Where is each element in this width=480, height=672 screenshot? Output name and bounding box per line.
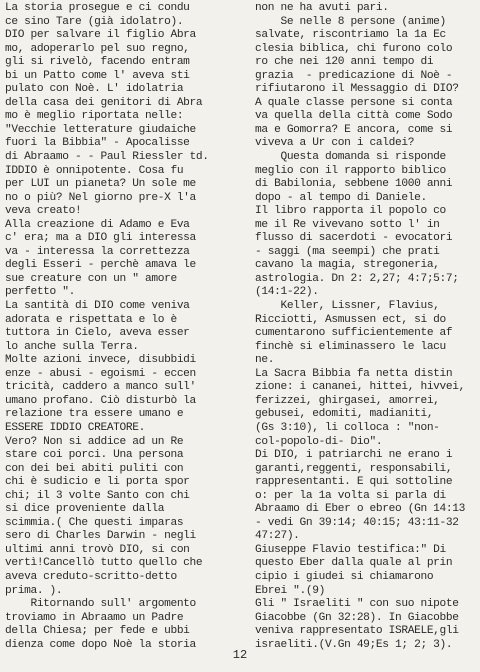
text-line: rifiutarono il Messaggio di DIO? [255, 83, 459, 96]
text-line: umano profano. Ciò disturbò la [5, 394, 196, 407]
text-line: relazione tra essere umano e [5, 408, 184, 421]
text-line: rappresentanti. E qui sottoline [255, 476, 453, 489]
text-line: Abraamo di Eber o ebreo (Gn 14:13 [255, 503, 465, 516]
text-line: Il libro rapporta il popolo co [255, 205, 446, 218]
text-line: grazia - predicazione di Noè - [255, 69, 453, 82]
text-line: questo Eber dalla quale al prin [255, 557, 453, 570]
text-line: finchè si eliminassero le lacu [255, 340, 446, 353]
text-line: tuttora in Cielo, aveva esser [5, 327, 190, 340]
text-line: si dice proveniente dalla [5, 503, 165, 516]
text-line: astrologia. Dn 2: 2,27; 4:7;5:7; [255, 272, 459, 285]
text-line: ce sino Tare (già idolatro). [5, 15, 184, 28]
text-line: perfetto ". [5, 286, 75, 299]
right-text-column [255, 2, 477, 652]
text-line: 47:27). [255, 530, 300, 543]
text-line: ESSERE IDDIO CREATORE. [5, 421, 145, 434]
text-line: cavano la magia, stregoneria, [255, 259, 440, 272]
text-line: "Vecchie letterature giudaiche [5, 123, 196, 136]
text-line: - vedi Gn 39:14; 40:15; 43:11-32 [255, 516, 459, 529]
text-line: La Sacra Bibbia fa netta distin [255, 367, 453, 380]
text-line: dopo - al tempo di Daniele. [255, 191, 427, 204]
text-line: con dei bei abiti puliti con [5, 462, 184, 475]
text-line: flusso di sacerdoti - evocatori [255, 232, 453, 245]
text-line: me il Re vivevano sotto l' in [255, 218, 440, 231]
text-line: tricità, caddero a manco sull' [5, 381, 196, 394]
text-line: IDDIO è onnipotente. Cosa fu [5, 164, 184, 177]
text-line: sero di Charles Darwin - negli [5, 530, 196, 543]
text-line: ultimi anni trovò DIO, si con [5, 543, 190, 556]
text-line: ma e Gomorra? E ancora, come si [255, 123, 453, 136]
text-line: ne. [255, 354, 275, 367]
text-line: veva creato! [5, 205, 82, 218]
text-line: scimmia.( Che questi imparas [5, 516, 184, 529]
text-line: La santità di DIO come veniva [5, 300, 190, 313]
text-line: enze - abusi - egoismi - eccen [5, 367, 196, 380]
text-line: Giuseppe Flavio testifica:" Di [255, 543, 446, 556]
text-line: zione: i cananei, hittei, hivvei, [255, 381, 465, 394]
text-line: chi è sudicio e li porta spor [5, 476, 190, 489]
text-line: Ricciotti, Asmussen ect, si do [255, 313, 446, 326]
page-number: 12 [232, 648, 248, 662]
text-line: prima. ). [5, 584, 63, 597]
text-line: lo anche sulla Terra. [5, 340, 139, 353]
text-line: sue creature con un " amore [5, 272, 177, 285]
text-line: israeliti.(V.Gn 49;Es 1; 2; 3). [255, 638, 453, 651]
text-line: della Chiesa; per fede e ubbi [5, 625, 190, 638]
text-line: (Gs 3:10), li colloca : "non- [255, 421, 440, 434]
text-line: per LUI un pianeta? Un sole me [5, 178, 196, 191]
text-line: clesia biblica, chi furono colo [255, 42, 453, 55]
text-line: Molte azioni invece, disubbidi [5, 354, 196, 367]
text-line: veniva rappresentato ISRAELE,gli [255, 625, 459, 638]
text-line: Ritornando sull' argomento [5, 598, 196, 611]
text-line: A quale classe persone si conta [255, 96, 453, 109]
text-line: chi; il 3 volte Santo con chi [5, 489, 190, 502]
text-line: garanti,reggenti, responsabili, [255, 462, 453, 475]
text-line: - saggi (ma seempi) che prati [255, 245, 440, 258]
text-line: aveva creduto-scritto-detto [5, 570, 177, 583]
text-line: va - interessa la correttezza [5, 245, 190, 258]
text-line: Questa domanda si risponde [255, 151, 446, 164]
text-line: viveva a Ur con i caldei? [255, 137, 415, 150]
text-line: pulato con Noè. L' idolatria [5, 83, 184, 96]
text-line: ferizzei, ghirgasei, amorrei, [255, 394, 440, 407]
text-line: (14:1-22). [255, 286, 319, 299]
left-text-column [5, 2, 237, 652]
text-line: cumentarono sufficientemente af [255, 327, 453, 340]
text-line: Keller, Lissner, Flavius, [255, 300, 440, 313]
text-line: gli si rivelò, facendo entram [5, 56, 190, 69]
text-line: no o più? Nel giorno pre-X l'a [5, 191, 196, 204]
text-line: degli Esseri - perchè amava le [5, 259, 196, 272]
text-line: cipio i giudei si chiamarono [255, 570, 434, 583]
text-line: col-popolo-di- Dio". [255, 435, 383, 448]
text-line: mo, adoperarlo pel suo regno, [5, 42, 190, 55]
text-line: o: per la 1a volta si parla di [255, 489, 446, 502]
text-line: Giacobbe (Gn 32:28). In Giacobbe [255, 611, 459, 624]
text-line: La storia prosegue e ci condu [5, 2, 190, 14]
text-line: Gli " Israeliti " con suo nipote [255, 598, 459, 611]
text-line: DIO per salvare il figlio Abra [5, 29, 196, 42]
text-line: Ebrei ".(9) [255, 584, 325, 597]
text-line: c' era; ma a DIO gli interessa [5, 232, 196, 245]
text-line: fuori la Bibbia" - Apocalisse [5, 137, 190, 150]
text-line: meglio con il rapporto biblico [255, 164, 446, 177]
text-line: Se nelle 8 persone (anime) [255, 15, 446, 28]
text-line: troviamo in Abraamo un Padre [5, 611, 184, 624]
text-line: non ne ha avuti pari. [255, 2, 389, 14]
text-line: adorata e rispettata e lo è [5, 313, 177, 326]
text-line: vertì!Cancellò tutto quello che [5, 557, 203, 570]
text-line: gebusei, edomiti, madianiti, [255, 408, 434, 421]
text-line: dienza come dopo Noè la storia [5, 638, 196, 651]
text-line: di Babilonia, sebbene 1000 anni [255, 178, 453, 191]
text-line: Di DIO, i patriarchi ne erano i [255, 449, 453, 462]
text-line: ro che nei 120 anni tempo di [255, 56, 434, 69]
text-line: della casa dei genitori di Abra [5, 96, 203, 109]
text-line: di Abraamo - - Paul Riessler td. [5, 151, 209, 164]
text-line: bi un Patto come l' aveva sti [5, 69, 190, 82]
text-line: mo è meglio riportata nelle: [5, 110, 184, 123]
text-line: Alla creazione di Adamo e Eva [5, 218, 190, 231]
text-line: Vero? Non si addice ad un Re [5, 435, 184, 448]
text-line: va quella della città come Sodo [255, 110, 453, 123]
text-line: stare coi porci. Una persona [5, 449, 184, 462]
text-line: salvate, riscontriamo la 1a Ec [255, 29, 446, 42]
